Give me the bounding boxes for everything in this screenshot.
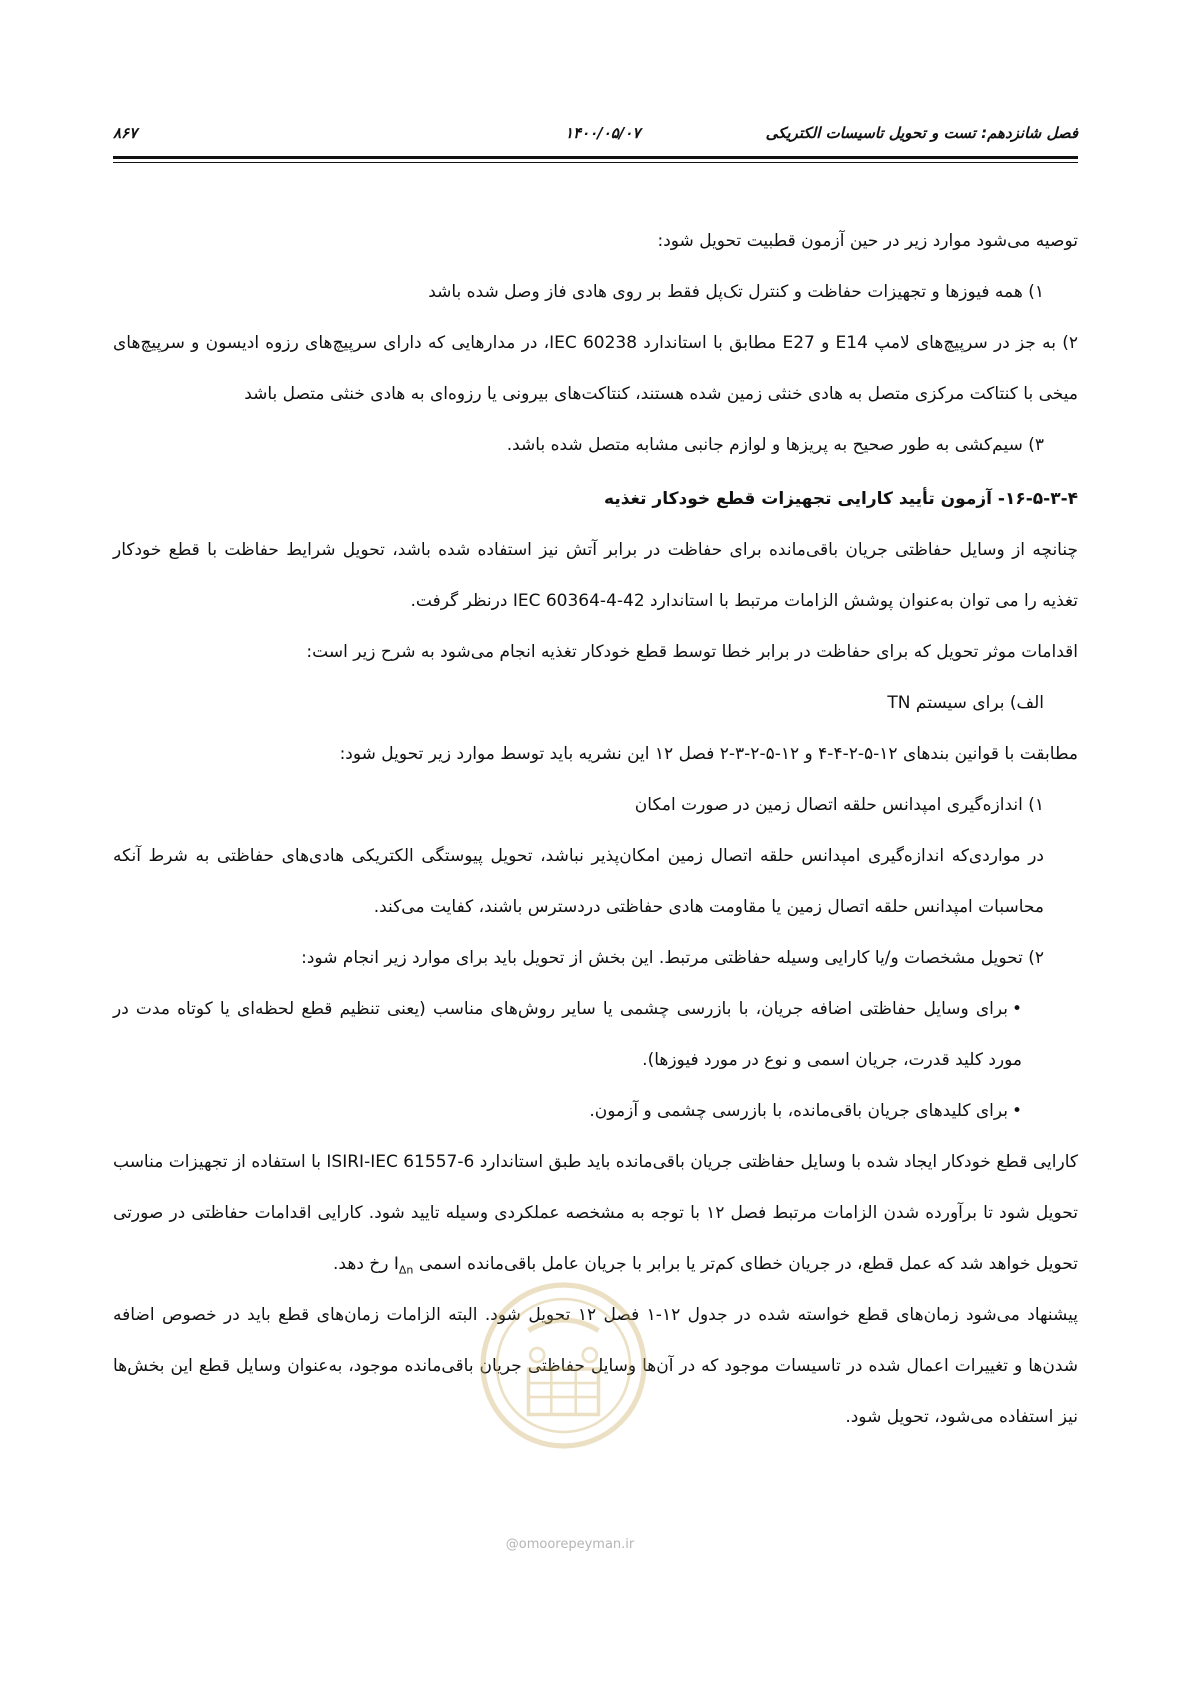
section-heading: ۱۶-۵-۳-۴- آزمون تأیید کارایی تجهیزات قطع خودکار تغذیه — [604, 489, 1078, 509]
current-symbol-subscript: Δn — [398, 1263, 414, 1277]
subsection-alef: الف) برای سیستم TN — [887, 693, 1044, 713]
header-rule-thick — [113, 156, 1078, 159]
paragraph-3: مطابقت با قوانین بندهای ۱۲-۵-۲-۴-۴ و ۱۲-۵-۲-۳-۲ فصل ۱۲ این نشریه باید توسط موارد زیر تحویل شود: — [339, 744, 1078, 764]
paragraph-5: پیشنهاد می‌شود زمان‌های قطع خواسته شده در جدول ۱۲-۱ فصل ۱۲ تحویل شود. البته الزامات زمان‌های قطع باید در خصوص اضافه شدن‌ها و تغییرات اعمال شده در تاسیسات موجود که در آن‌ها وسایل حفاظتی جریان باقی‌مانده موجود، به‌عنوان وسایل قطع این بخش‌ها نیز استفاده می‌شود، تحویل شود. — [113, 1305, 1078, 1427]
paragraph-4-main: کارایی قطع خودکار ایجاد شده با وسایل حفاظتی جریان باقی‌مانده باید طبق استاندارد ISIRI-IEC 61557-6 با استفاده از تجهیزات مناسب تحویل شود تا برآورده شدن الزامات مرتبط فصل ۱۲ با توجه به مشخصه عملکردی وسیله تایید شود. کارایی اقدامات حفاظتی در صورتی تحویل خواهد شد که عمل قطع، در جریان خطای کم‌تر یا برابر با جریان عامل باقی‌مانده اسمی — [113, 1152, 1078, 1274]
list-item-1: ۱) همه فیوزها و تجهیزات حفاظت و کنترل تک‌پل فقط بر روی هادی فاز وصل شده باشد — [428, 282, 1044, 302]
bullet-icon: • — [1011, 999, 1022, 1019]
paragraph-4 — [113, 1137, 1078, 1290]
header-date: ۱۴۰۰/۰۵/۰۷ — [565, 124, 641, 142]
paragraph-2: اقدامات موثر تحویل که برای حفاظت در برابر خطا توسط قطع خودکار تغذیه انجام می‌شود به شرح زیر است: — [306, 642, 1078, 662]
paragraph-1: چنانچه از وسایل حفاظتی جریان باقی‌مانده برای حفاظت در برابر آتش نیز استفاده شده باشد، تحویل شرایط حفاظت با قطع خودکار تغذیه را می توان به‌عنوان پوشش الزامات مرتبط با استاندارد IEC 60364-4-42 درنظر گرفت. — [113, 540, 1078, 611]
current-symbol — [393, 1254, 414, 1277]
header-rule-thin — [113, 162, 1078, 163]
bullet-icon: • — [1011, 1101, 1022, 1121]
bullet-2-text: برای کلیدهای جریان باقی‌مانده، با بازرسی چشمی و آزمون. — [589, 1101, 1008, 1121]
chapter-title: فصل شانزدهم: تست و تحویل تاسیسات الکتریکی — [765, 124, 1078, 142]
list-item-3: ۳) سیم‌کشی به طور صحیح به پریزها و لوازم جانبی مشابه متصل شده باشد. — [506, 435, 1044, 455]
page-number: ۸۶۷ — [113, 124, 138, 142]
watermark-url: @omoorepeyman.ir — [505, 1537, 635, 1552]
measure-1-detail: در مواردی‌که اندازه‌گیری امپدانس حلقه اتصال زمین امکان‌پذیر نباشد، تحویل پیوستگی الکتریکی هادی‌های حفاظتی به شرط آنکه محاسبات امپدانس حلقه اتصال زمین یا مقاومت هادی حفاظتی دردسترس باشند، کفایت می‌کند. — [113, 846, 1044, 917]
measure-1: ۱) اندازه‌گیری امپدانس حلقه اتصال زمین در صورت امکان — [634, 795, 1044, 815]
bullet-item-2 — [113, 1086, 1078, 1137]
measure-2: ۲) تحویل مشخصات و/یا کارایی وسیله حفاظتی مرتبط. این بخش از تحویل باید برای موارد زیر انجام شود: — [301, 948, 1044, 968]
list-item-2: ۲) به جز در سرپیچ‌های لامپ E14 و E27 مطابق با استاندارد IEC 60238، در مدارهایی که دارای سرپیچ‌های رزوه ادیسون و سرپیچ‌های میخی با کنتاکت مرکزی متصل به هادی خنثی زمین شده هستند، کنتاکت‌های بیرونی یا رزوه‌ای به هادی خنثی متصل باشد — [113, 333, 1079, 404]
bullet-1-text: برای وسایل حفاظتی اضافه جریان، با بازرسی چشمی یا سایر روش‌های مناسب (یعنی تنظیم قطع لحظه‌ای یا کوتاه مدت در مورد کلید قدرت، جریان اسمی و نوع در مورد فیوزها). — [113, 999, 1022, 1070]
page-content — [113, 216, 1078, 1443]
paragraph-4-end: رخ دهد. — [333, 1254, 389, 1274]
intro-paragraph: توصیه می‌شود موارد زیر در حین آزمون قطبیت تحویل شود: — [657, 231, 1078, 251]
page-header — [113, 118, 1078, 148]
current-symbol-letter: I — [393, 1254, 399, 1274]
bullet-item-1 — [113, 984, 1078, 1086]
